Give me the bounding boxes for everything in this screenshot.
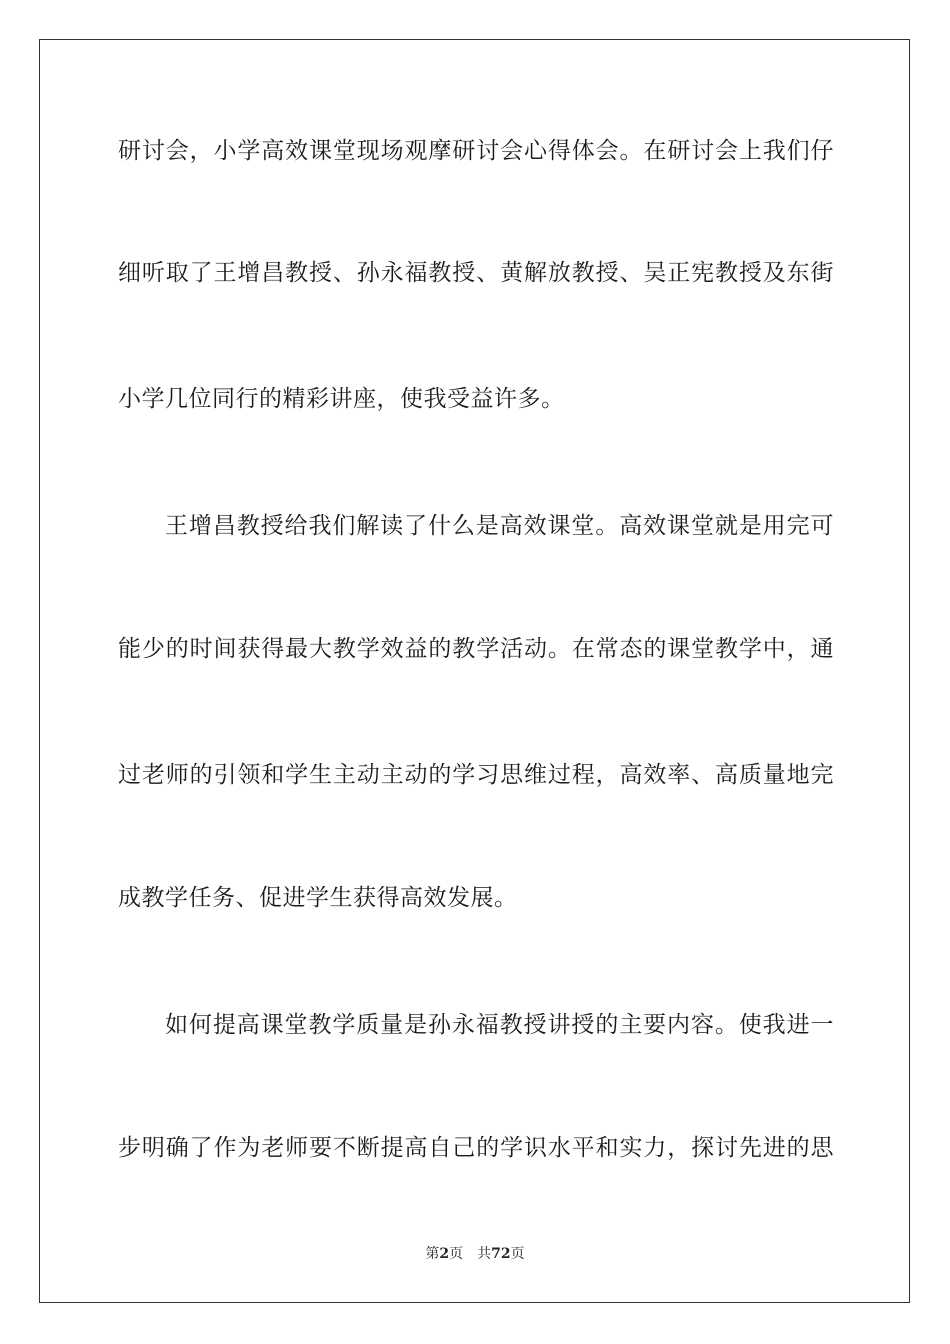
footer-total-suffix: 页 xyxy=(510,1246,525,1262)
total-pages-number: 72 xyxy=(491,1246,511,1262)
text-line: 步明确了作为老师要不断提高自己的学识水平和实力，探讨先进的思 xyxy=(118,1135,834,1161)
text-line: 过老师的引领和学生主动主动的学习思维过程，高效率、高质量地完 xyxy=(118,762,834,788)
text-line: 成教学任务、促进学生获得高效发展。 xyxy=(118,885,518,911)
paragraph-first-line: 如何提高课堂教学质量是孙永福教授讲授的主要内容。使我进一 xyxy=(165,1012,834,1038)
footer-page-suffix: 页 xyxy=(449,1246,464,1262)
text-line: 研讨会，小学高效课堂现场观摩研讨会心得体会。在研讨会上我们仔 xyxy=(118,138,834,164)
page-border xyxy=(39,39,910,1303)
paragraph-first-line: 王增昌教授给我们解读了什么是高效课堂。高效课堂就是用完可 xyxy=(165,513,834,539)
current-page-number: 2 xyxy=(439,1246,450,1262)
text-line: 小学几位同行的精彩讲座，使我受益许多。 xyxy=(118,386,565,412)
footer-page-prefix: 第 xyxy=(425,1246,440,1262)
page-footer xyxy=(0,1244,950,1264)
text-line: 能少的时间获得最大教学效益的教学活动。在常态的课堂教学中，通 xyxy=(118,636,834,662)
footer-total-prefix: 共 xyxy=(477,1246,492,1262)
text-line: 细听取了王增昌教授、孙永福教授、黄解放教授、吴正宪教授及东街 xyxy=(118,260,834,286)
